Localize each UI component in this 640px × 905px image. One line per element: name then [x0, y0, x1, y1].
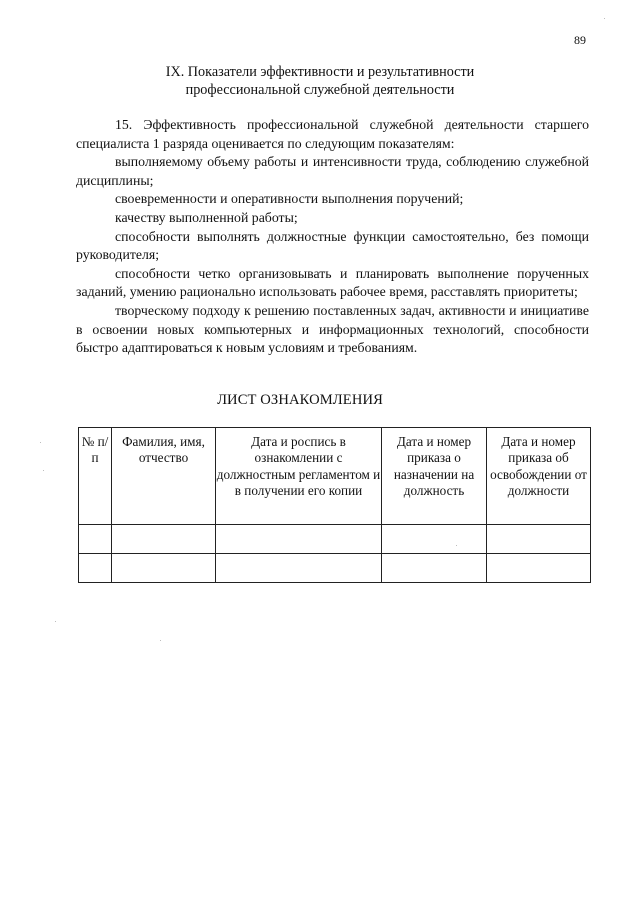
table-cell [382, 554, 487, 583]
performance-indicators-text [76, 116, 589, 358]
table-cell [216, 554, 382, 583]
column-header-appointment-order: Дата и номер приказа о назначении на должность [382, 428, 487, 525]
acknowledgment-table [78, 427, 591, 583]
table-cell [112, 554, 216, 583]
column-header-signature-date: Дата и роспись в ознакомлении с должностным регламентом и в получении его копии [216, 428, 382, 525]
table-cell [487, 554, 591, 583]
table-header-row [79, 428, 591, 525]
table-cell [79, 554, 112, 583]
section-heading-line-2: профессиональной служебной деятельности [185, 82, 455, 98]
scan-speck [43, 470, 44, 471]
paragraph-item: выполняемому объему работы и интенсивности труда, соблюдению служебной дисциплины; [76, 154, 589, 188]
table-cell [112, 525, 216, 554]
scan-speck [456, 545, 457, 546]
table-row [79, 554, 591, 583]
acknowledgment-sheet-title: ЛИСТ ОЗНАКОМЛЕНИЯ [217, 392, 383, 408]
paragraph-item: способности выполнять должностные функции самостоятельно, без помощи руководителя; [76, 228, 589, 263]
scan-speck [55, 621, 56, 622]
table-cell [382, 525, 487, 554]
table-cell [487, 525, 591, 554]
paragraph-item: качеству выполненной работы; [115, 209, 298, 225]
scan-speck [160, 640, 161, 641]
scan-speck [40, 442, 41, 443]
paragraph-intro: 15. Эффективность профессиональной служебной деятельности старшего специалиста 1 разряда оценивается по следующим показателям: [76, 117, 589, 151]
table-cell [79, 525, 112, 554]
table-cell [216, 525, 382, 554]
paragraph-item: способности четко организовывать и планировать выполнение порученных заданий, умению рационально использовать рабочее время, расставлять приоритеты; [76, 265, 589, 300]
column-header-dismissal-order: Дата и номер приказа об освобождении от должности [487, 428, 591, 525]
section-heading [0, 63, 640, 99]
column-header-full-name: Фамилия, имя, отчество [112, 428, 216, 525]
paragraph-item: своевременности и оперативности выполнения поручений; [115, 191, 464, 207]
column-header-number: № п/п [79, 428, 112, 525]
paragraph-item: творческому подходу к решению поставленных задач, активности и инициативе в освоении новых компьютерных и информационных технологий, способности быстро адаптироваться к новым условиям и требованиям. [76, 302, 589, 356]
section-heading-line-1: IX. Показатели эффективности и результативности [165, 64, 475, 80]
page-number: 89 [574, 33, 586, 47]
scan-speck [604, 18, 605, 19]
table-row [79, 525, 591, 554]
